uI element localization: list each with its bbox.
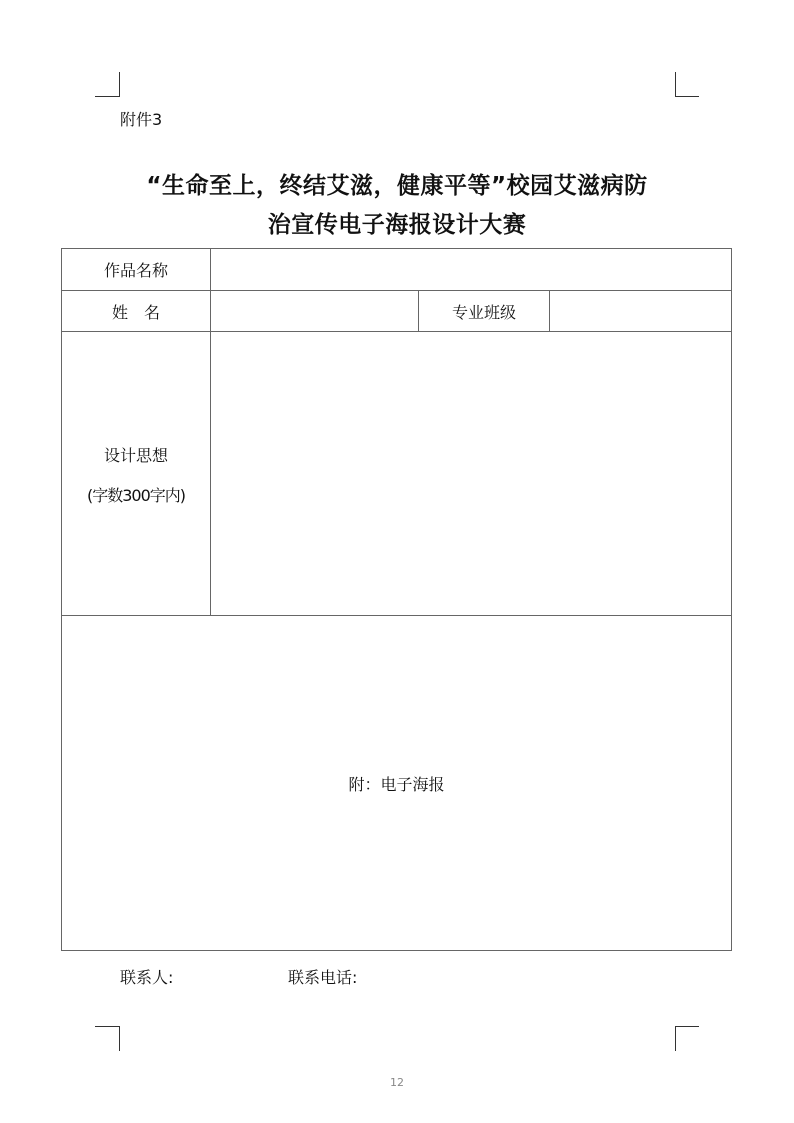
contact-phone-label: 联系电话: <box>288 968 358 987</box>
page-title-line2: 治宣传电子海报设计大赛 <box>267 212 527 238</box>
page-title-line1: “生命至上，终结艾滋，健康平等”校园艾滋病防 <box>146 173 648 199</box>
poster-attachment-area[interactable]: 附：电子海报 <box>348 774 445 794</box>
major-class-field[interactable] <box>550 291 731 331</box>
crop-mark-bottom-right <box>675 1026 699 1051</box>
major-class-label: 专业班级 <box>451 302 516 322</box>
name-label: 姓 名 <box>111 302 160 322</box>
work-name-field[interactable] <box>211 249 731 290</box>
attachment-label: 附件3 <box>120 110 163 129</box>
design-idea-field[interactable] <box>211 332 731 615</box>
design-idea-note: (字数300字内) <box>86 485 186 505</box>
page-number: 12 <box>390 1076 404 1089</box>
work-name-label: 作品名称 <box>103 261 168 280</box>
name-field[interactable] <box>211 291 418 331</box>
contact-person-label: 联系人: <box>120 968 174 987</box>
crop-mark-top-right <box>675 72 699 97</box>
design-idea-label: 设计思想 <box>103 445 168 465</box>
entry-form-table <box>61 248 732 951</box>
crop-mark-top-left <box>95 72 120 97</box>
crop-mark-bottom-left <box>95 1026 120 1051</box>
